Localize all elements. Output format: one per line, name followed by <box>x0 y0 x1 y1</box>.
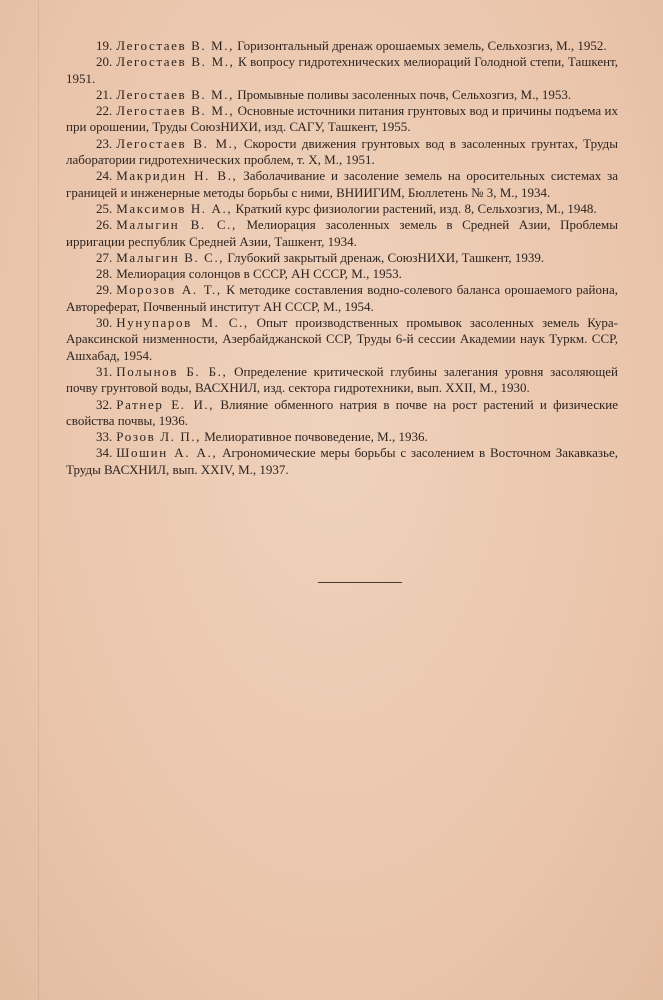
reference-text: Промывные поливы засоленных почв, Сельхозгиз, М., 1953. <box>237 86 572 102</box>
reference-item <box>66 217 618 250</box>
reference-number: 28. <box>96 266 113 282</box>
reference-item <box>66 250 618 266</box>
reference-text: Опыт производственных промывок засоленных земель Кура-Араксинской низменности, Азербайджанской ССР, Труды 6-й сессии Академии наук Туркм. ССР, Ашхабад, 1954. <box>66 315 618 363</box>
reference-text: Мелиорация засоленных земель в Средней Азии, Проблемы ирригации республик Средней Азии, Ташкент, 1934. <box>66 217 618 249</box>
reference-author: Розов Л. П., <box>116 429 202 445</box>
page-crease <box>38 0 39 1000</box>
reference-text: Агрономические меры борьбы с засолением в Восточном Закавказье, Труды ВАСХНИЛ, вып. XXIV, М., 1937. <box>66 445 618 477</box>
reference-number: 22. <box>96 103 113 119</box>
reference-item <box>66 103 618 136</box>
reference-text: К методике составления водно-солевого баланса орошаемого района, Автореферат, Почвенный институт АН СССР, М., 1954. <box>66 282 618 314</box>
reference-text: Мелиорация солонцов в СССР, АН СССР, М., 1953. <box>116 266 402 282</box>
reference-number: 26. <box>96 217 113 233</box>
reference-number: 20. <box>96 54 113 70</box>
reference-text: Заболачивание и засоление земель на оросительных системах за границей и инженерные методы борьбы с ними, ВНИИГИМ, Бюллетень № 3, М., 1934. <box>66 168 618 200</box>
reference-item <box>66 364 618 397</box>
reference-author: Максимов Н. А., <box>116 200 233 216</box>
reference-number: 21. <box>96 86 113 102</box>
reference-item <box>66 201 618 217</box>
reference-author: Легостаев В. М., <box>116 38 234 53</box>
reference-text: Влияние обменного натрия в почве на рост растений и физические свойства почвы, 1936. <box>66 396 619 428</box>
reference-number: 23. <box>96 135 113 151</box>
reference-text: Скорости движения грунтовых вод в засоленных грунтах, Труды лаборатории гидротехнических проблем, т. X, М., 1951. <box>66 135 618 168</box>
reference-item <box>66 397 618 430</box>
reference-number: 24. <box>96 168 113 184</box>
reference-author: Легостаев В. М., <box>116 103 235 119</box>
reference-number: 30. <box>96 315 113 331</box>
reference-text: Краткий курс физиологии растений, изд. 8, Сельхозгиз, М., 1948. <box>235 200 597 216</box>
reference-item <box>66 168 618 201</box>
reference-author: Макридин Н. В., <box>116 168 238 184</box>
reference-item <box>66 87 618 103</box>
reference-item <box>66 445 618 478</box>
reference-item <box>66 54 618 87</box>
reference-author: Малыгин В. С., <box>116 217 237 233</box>
reference-item <box>66 136 618 169</box>
reference-number: 27. <box>96 249 113 265</box>
reference-author: Малыгин В. С., <box>116 249 225 265</box>
reference-author: Легостаев В. М., <box>116 135 239 151</box>
reference-author: Легостаев В. М., <box>116 86 234 102</box>
reference-number: 19. <box>96 38 113 53</box>
reference-author: Ратнер Е. И., <box>116 396 215 412</box>
reference-number: 34. <box>96 445 113 461</box>
reference-author: Морозов А. Т., <box>116 282 222 298</box>
reference-number: 29. <box>96 282 113 298</box>
reference-author: Полынов Б. Б., <box>116 363 228 379</box>
section-end-rule <box>318 582 402 583</box>
reference-number: 31. <box>96 363 113 379</box>
reference-list <box>66 38 618 478</box>
reference-author: Шошин А. А., <box>116 445 218 461</box>
reference-text: К вопросу гидротехнических мелиораций Голодной степи, Ташкент, 1951. <box>66 54 619 86</box>
reference-text: Горизонтальный дренаж орошаемых земель, Сельхозгиз, М., 1952. <box>237 38 607 53</box>
reference-item <box>66 315 618 364</box>
reference-author: Нунупаров М. С., <box>116 315 249 331</box>
reference-item <box>66 429 618 445</box>
reference-text: Основные источники питания грунтовых вод и причины подъема их при орошении, Труды СоюзНИХИ, изд. САГУ, Ташкент, 1955. <box>66 103 618 135</box>
reference-number: 32. <box>96 396 113 412</box>
reference-author: Легостаев В. М., <box>116 54 235 70</box>
reference-number: 33. <box>96 429 113 445</box>
reference-item <box>66 266 618 282</box>
reference-item <box>66 282 618 315</box>
reference-text: Глубокий закрытый дренаж, СоюзНИХИ, Ташкент, 1939. <box>227 249 545 265</box>
reference-number: 25. <box>96 200 113 216</box>
reference-text: Определение критической глубины залегания уровня засоляющей почву грунтовой воды, ВАСХНИЛ, изд. сектора гидротехники, вып. XXII, М., 1930. <box>66 363 618 396</box>
reference-text: Мелиоративное почвоведение, М., 1936. <box>204 429 428 445</box>
reference-item <box>66 38 618 54</box>
